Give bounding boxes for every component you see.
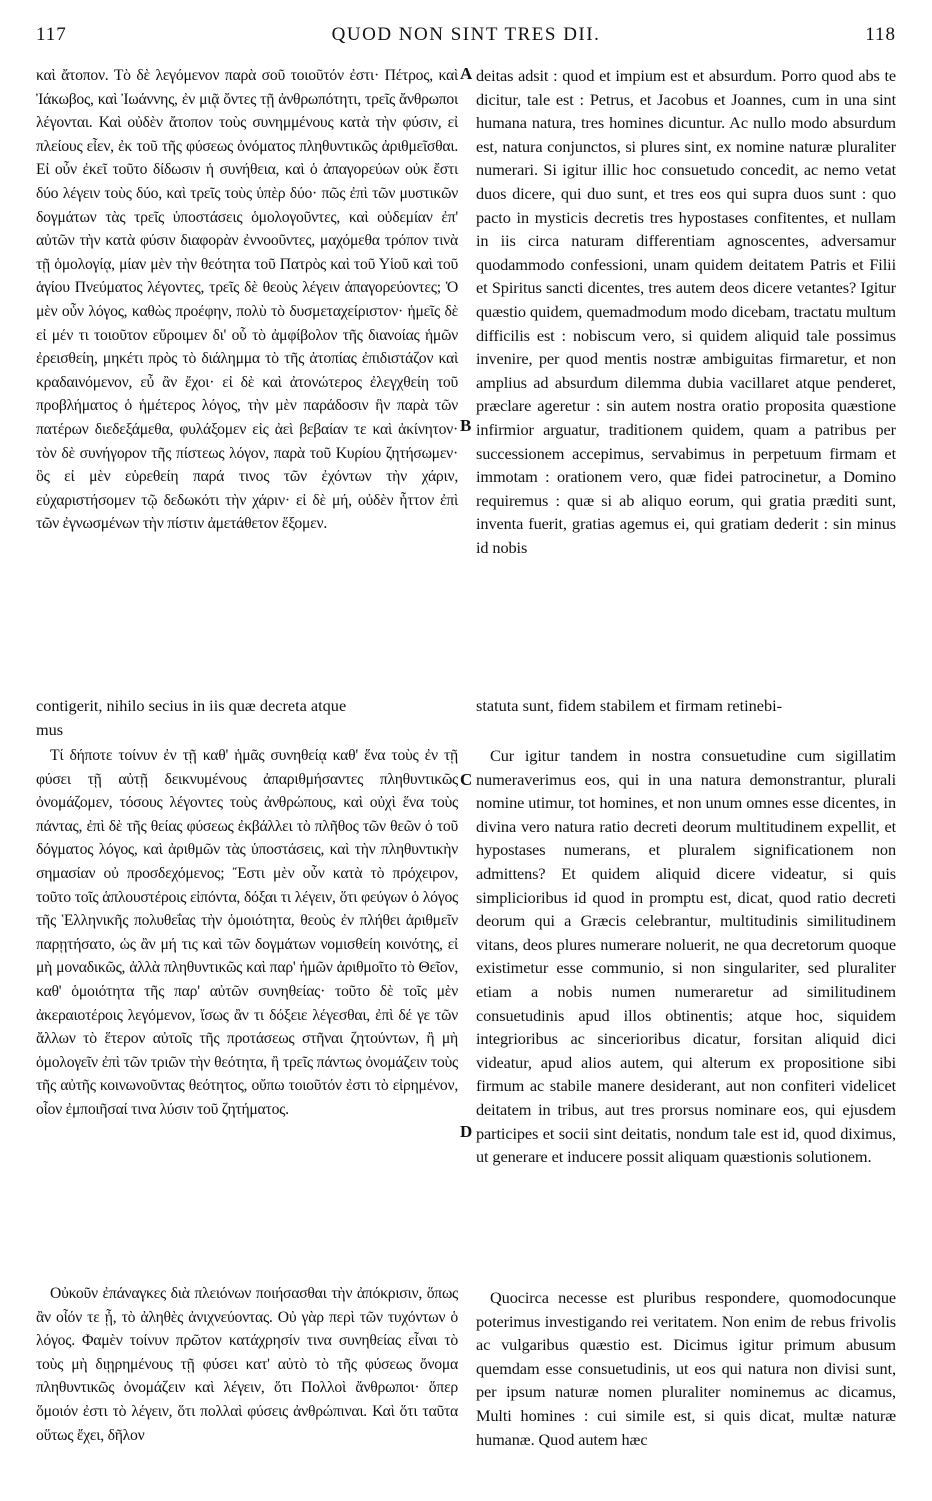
continuation-right: statuta sunt, fidem stabilem et firmam retinebi- bbox=[476, 696, 783, 715]
greek-column-section-3 bbox=[36, 1282, 458, 1447]
continuation-left bbox=[36, 694, 466, 741]
latin-paragraph: Quocirca necesse est pluribus respondere, quomodocunque poterimus investigando rei veritatem. Non enim de rebus frivolis ac vulgaribus quæstio est. Dicimus igitur primum abusum quemdam esse consuetudinis, ut eos qui natura non divisi sunt, per ipsum naturæ nomen pluraliter nominemus ac dicamus, Multi homines : cui simile est, si quis dicat, multæ naturæ humanæ. Quod autem hæc bbox=[476, 1288, 896, 1449]
continuation-lines bbox=[36, 694, 898, 744]
latin-paragraph: deitas adsit : quod et impium est et absurdum. Porro quod abs te dicitur, tale est : Petrus, et Jacobus et Joannes, cum in una sint humana natura, tres homines dicuntur. Ac nullo modo absurdum est, natura conjunctos, si plures sint, ex nomine naturæ pluraliter numerari. Si igitur illic hoc consuetudo concedit, ac nemo vetat duos dicere, qui duo sunt, et tres eos qui supra duos sunt : quo pacto in mysticis decretis tres hypostases confitentes, et nullam in iis circa naturam differentiam agnoscentes, adversamur quodammodo confessioni, unam quidem deitatem Patris et Filii et Spiritus sancti dicentes, tres autem deos dicere vetantes? Igitur quæstio quidem, quemadmodum modo dicebam, tractatu multum difficilis est : nobiscum vero, si quidem aliquid tale possimus invenire, per quod mentis nostræ ambiguitas firmaretur, et non amplius ad absurdum dilemma dubia vacillaret atque penderet, præclare ageretur : sin autem nostra oratio proposita quæstione infirmior arguatur, traditionem quidem, quam a patribus per successionem accepimus, servabimus in perpetuum firmam et immotam : orationem vero, quæ fidei patrocinetur, a Domino requiremus : quæ si ab aliquo eorum, qui gratia præditi sunt, inventa fuerit, gratias agemus ei, qui gratiam dederit : sin minus id nobis bbox=[476, 66, 896, 557]
latin-column-section-1 bbox=[476, 64, 896, 559]
greek-column-section-1 bbox=[36, 64, 458, 536]
running-header bbox=[0, 24, 932, 54]
latin-column-section-2 bbox=[476, 744, 896, 1169]
latin-column-section-3 bbox=[476, 1286, 896, 1451]
margin-letter-a: A bbox=[460, 64, 473, 83]
margin-letter-b: B bbox=[460, 416, 472, 435]
margin-letter-c: C bbox=[460, 770, 473, 789]
greek-paragraph: Οὐκοῦν ἐπάναγκες διὰ πλειόνων ποιήσασθαι τὴν ἀπόκρισιν, ὅπως ἂν οἷόν τε ᾖ, τὸ ἀληθὲς ἀνιχνεύοντας. Οὐ γὰρ περὶ τῶν τυχόντων ὁ λόγος. Φαμὲν τοίνυν πρῶτον κατάχρησίν τινα συνηθείας εἶναι τὸ τοὺς μὴ διῃρημένους τῇ φύσει κατ' αὐτὸ τὸ τῆς φύσεως ὄνομα πληθυντικῶς ὀνομάζειν καὶ λέγειν, ὅτι Πολλοὶ ἄνθρωποι· ὅπερ ὅμοιόν ἐστι τὸ λέγειν, ὅτι πολλαὶ φύσεις ἀνθρώπιναι. Καὶ ὅτι ταῦτα οὕτως ἔχει, δῆλον bbox=[36, 1285, 458, 1444]
greek-column-section-2 bbox=[36, 744, 458, 1122]
latin-paragraph: Cur igitur tandem in nostra consuetudine cum sigillatim numeraverimus eos, qui in una natura demonstrantur, plurali nomine utimur, tot homines, et non unum omnes esse dicentes, in divina vero natura ratio decreti deorum multitudinem expellit, et hypostases numerans, et pluralem significationem non admittens? Et quidem aliquid dicere videatur, si quis simplicioribus id quod in promptu est, dicat, quod ratio decreti deorum qui a Græcis celebrantur, multitudinis similitudinem vitans, deos plures numerare noluerit, ne qua decretorum quoque existimetur esse communio, si non singulariter, sed pluraliter etiam a nobis numen numeraretur ad similitudinem consuetudinis apud illos obtinentis; atque hoc, siquidem integrioribus ac sincerioribus dicatur, forsitan aliquid dici videatur, apud alios autem, qui alterum ex propositione sibi firmum ac stabile manere desiderant, aut non confiteri videlicet deitatem in tribus, aut tres prorsus nominare eos, qui ejusdem participes et socii sint deitatis, nondum tale est id, quod diximus, ut generare et inducere possit aliquam quæstionis solutionem. bbox=[476, 746, 896, 1167]
continuation-left-line-1: contigerit, nihilo secius in iis quæ decreta atque bbox=[36, 696, 347, 715]
right-page-number: 118 bbox=[865, 24, 896, 45]
left-page-number: 117 bbox=[36, 24, 67, 45]
margin-letter-d: D bbox=[460, 1122, 473, 1141]
greek-paragraph: καὶ ἄτοπον. Τὸ δὲ λεγόμενον παρὰ σοῦ τοιοῦτόν ἐστι· Πέτρος, καὶ Ἰάκωβος, καὶ Ἰωάννης, ἐν μιᾷ ὄντες τῇ ἀνθρωπότητι, τρεῖς ἄνθρωποι λέγονται. Καὶ οὐδὲν ἄτοπον τοὺς συνημμένους κατὰ τὴν φύσιν, εἰ πλείους εἶεν, ἐκ τοῦ τῆς φύσεως ὀνόματος πληθυντικῶς ἀριθμεῖσθαι. Εἰ οὖν ἐκεῖ τοῦτο δίδωσιν ἡ συνήθεια, καὶ ὁ ἀπαγορεύων οὐκ ἔστι δύο λέγειν τοὺς δύο, καὶ τρεῖς τοὺς ὑπὲρ δύο· πῶς ἐπὶ τῶν μυστικῶν δογμάτων τὰς τρεῖς ὑποστάσεις ὁμολογοῦντες, καὶ οὐδεμίαν ἐπ' αὐτῶν τὴν κατὰ φύσιν διαφορὰν ἐννοοῦντες, μαχόμεθα τρόπον τινὰ τῇ ὁμολογίᾳ, μίαν μὲν τὴν θεότητα τοῦ Πατρὸς καὶ τοῦ Υἱοῦ καὶ τοῦ ἁγίου Πνεύματος λέγοντες, τρεῖς δὲ θεοὺς λέγειν ἀπαγορεύοντες; Ὁ μὲν οὖν λόγος, καθὼς προέφην, πολὺ τὸ δυσμεταχείριστον· ἡμεῖς δὲ εἰ μέν τι τοιοῦτον εὕροιμεν δι' οὗ τὸ ἀμφίβολον τῆς διανοίας ἡμῶν ἐρεισθείη, μηκέτι πρὸς τὸ διάλημμα τὸ τῆς ἀτοπίας ἐπιδιστάζον καὶ κραδαινόμενον, εὖ ἂν ἔχοι· εἰ δὲ καὶ ἀτονώτερος ἐλεγχθείη τοῦ προβλήματος ὁ ἡμέτερος λόγος, τὴν μὲν παράδοσιν ἣν παρὰ τῶν πατέρων διεδεξάμεθα, φυλάξομεν εἰς ἀεὶ βεβαίαν τε καὶ ἀκίνητον· τὸν δὲ συνήγορον τῆς πίστεως λόγον, παρὰ τοῦ Κυρίου ζητήσωμεν· ὃς εἰ μὲν εὑρεθείη παρά τινος τῶν ἐχόντων τὴν χάριν, εὐχαριστήσομεν τῷ δεδωκότι τὴν χάριν· εἰ δὲ μή, οὐδὲν ἧττον ἐπὶ τῶν ἐγνωσμένων τὴν πίστιν ἀμετάθετον ἕξομεν. bbox=[36, 67, 458, 533]
greek-paragraph: Τί δήποτε τοίνυν ἐν τῇ καθ' ἡμᾶς συνηθείᾳ καθ' ἕνα τοὺς ἐν τῇ φύσει τῇ αὐτῇ δεικνυμένους ἀπαριθμήσαντες πληθυντικῶς ὀνομάζομεν, τόσους λέγοντες τοὺς ἀνθρώπους, καὶ οὐχὶ ἕνα τοὺς πάντας, ἐπὶ δὲ τῆς θείας φύσεως ἐκβάλλει τὸ πλῆθος τῶν θεῶν ὁ τοῦ δόγματος λόγος, καὶ ἀριθμῶν τὰς ὑποστάσεις, καὶ τὴν πληθυντικὴν σημασίαν οὐ προσδεχόμενος; Ἔστι μὲν οὖν κατὰ τὸ πρόχειρον, τοῦτο τοῖς ἁπλουστέροις εἰπόντα, δόξαι τι λέγειν, ὅτι φεύγων ὁ λόγος τῆς Ἑλληνικῆς πολυθεΐας τὴν ὁμοιότητα, θεοὺς ἐν πλήθει ἀριθμεῖν παρῃτήσατο, ὡς ἂν μή τις καὶ τῶν δογμάτων νομισθείη κοινότης, εἰ μὴ μοναδικῶς, ἀλλὰ πληθυντικῶς καὶ παρ' ἡμῶν ἀριθμοῖτο τὸ Θεῖον, καθ' ὁμοιότητα τῆς παρ' αὐτῶν συνηθείας· τοῦτο δὲ τοῖς μὲν ἀκεραιοτέροις λεγόμενον, ἴσως ἂν τι δόξειε λέγεσθαι, ἐπὶ δέ γε τῶν ἄλλων τὸ ἕτερον αὐτοῖς τῆς προτάσεως στῆναι ζητούντων, ἢ μὴ ὁμολογεῖν ἐπὶ τῶν τριῶν τὴν θεότητα, ἢ τρεῖς πάντως ὀνομάζειν τοὺς τῆς αὐτῆς κοινωνοῦντας θεότητος, οὔπω τοιοῦτόν ἐστι τὸ εἰρημένον, οἷον ἐμποιῆσαί τινα λύσιν τοῦ ζητήματος. bbox=[36, 747, 458, 1118]
running-title: QUOD NON SINT TRES DII. bbox=[331, 24, 601, 45]
continuation-left-line-2: mus bbox=[36, 719, 64, 739]
